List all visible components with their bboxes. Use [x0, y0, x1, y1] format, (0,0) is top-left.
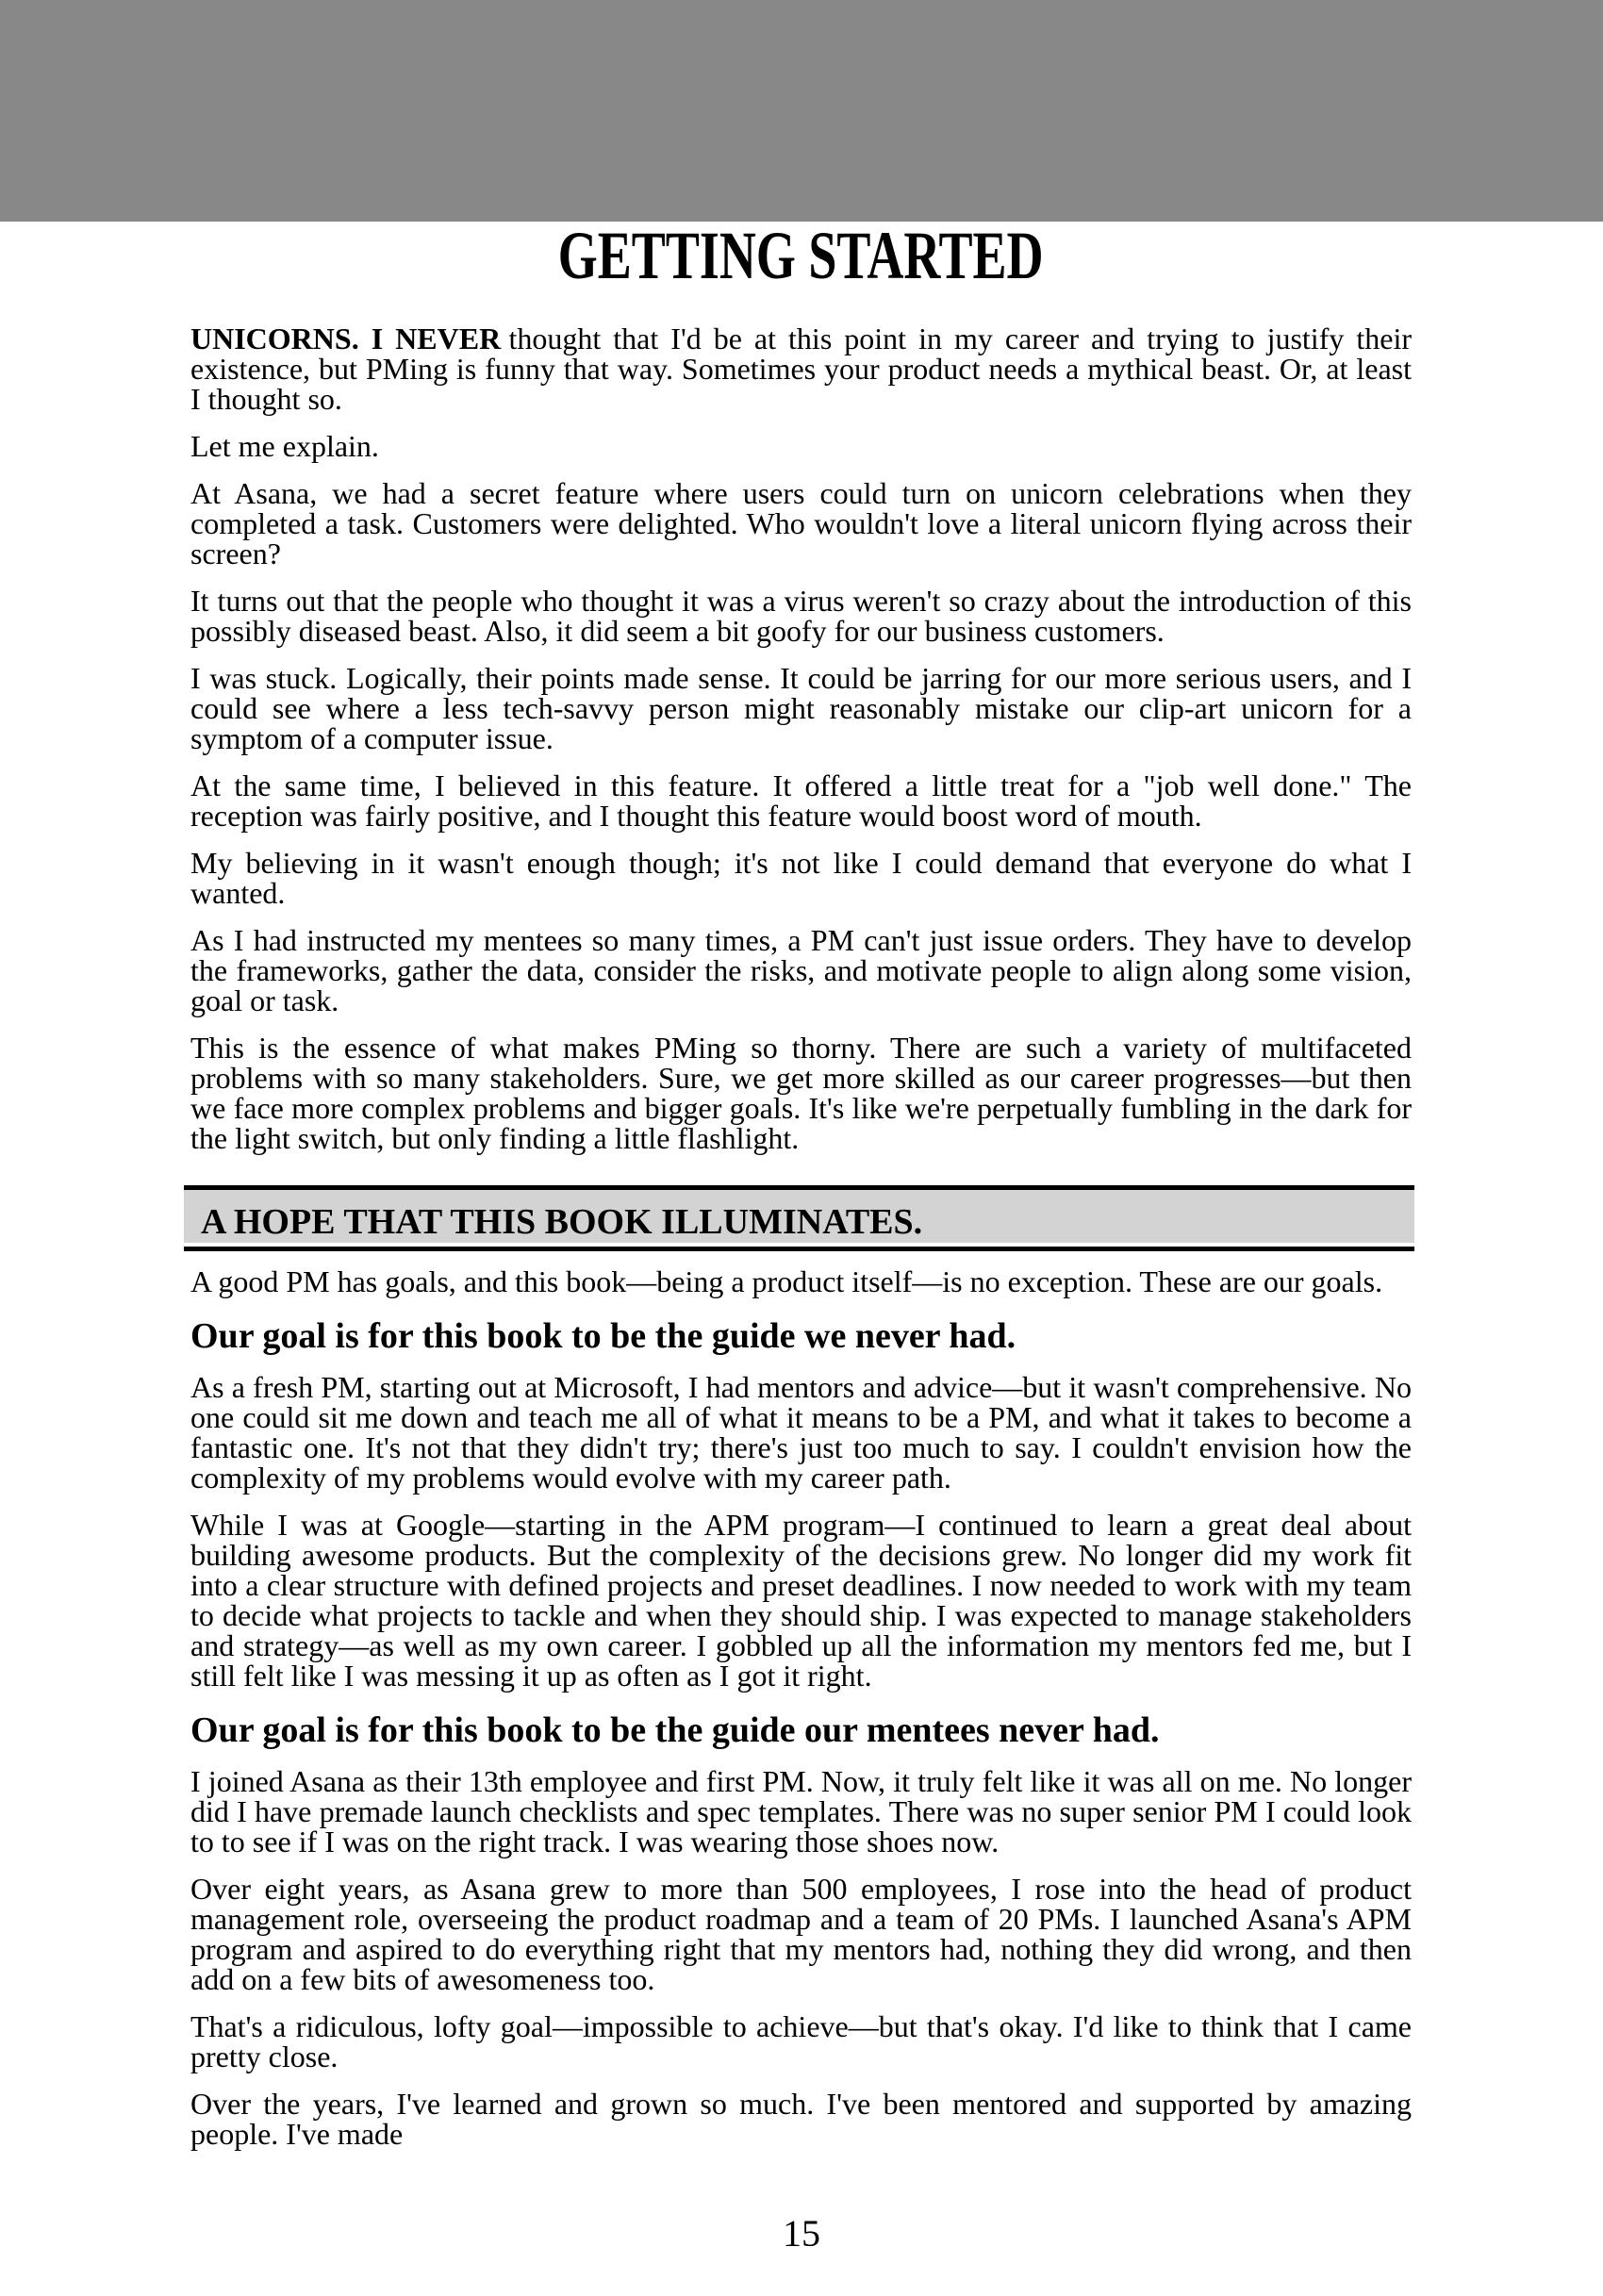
page-title-text: GETTING STARTED	[558, 218, 1044, 293]
paragraph	[190, 848, 1412, 908]
paragraph-text: Let me explain.	[190, 429, 379, 463]
paragraph	[190, 2089, 1412, 2149]
section-heading-label: A HOPE THAT THIS BOOK ILLUMINATES.	[201, 1202, 923, 1242]
paragraph-text: While I was at Google—starting in the APM program—I continued to learn a great deal about building awesome products. But the complexity of the decisions grew. No longer did my work fit into a clear structure with defined projects and preset deadlines. I now needed to work with my team to decide what projects to tackle and when they should ship. I was expected to manage stakeholders and strategy—as well as my own career. I gobbled up all the information my mentors fed me, but I still felt like I was messing it up as often as I got it right.	[190, 1508, 1412, 1693]
paragraph	[190, 1266, 1412, 1297]
page-number: 15	[783, 2212, 820, 2255]
paragraph-text: Over eight years, as Asana grew to more than 500 employees, I rose into the head of product management role, overseeing the product roadmap and a team of 20 PMs. I launched Asana's APM program and aspired to do everything right that my mentors had, nothing they did wrong, and then add on a few bits of awesomeness too.	[190, 1872, 1412, 1996]
paragraph	[190, 478, 1412, 569]
paragraph-text: At Asana, we had a secret feature where users could turn on unicorn celebrations when they completed a task. Customers were delighted. Who wouldn't love a literal unicorn flying across their screen?	[190, 476, 1412, 570]
paragraph-text: As I had instructed my mentees so many times, a PM can't just issue orders. They have to develop the frameworks, gather the data, consider the risks, and motivate people to align along some vision, goal or task.	[190, 923, 1412, 1017]
paragraph	[190, 1766, 1412, 1857]
section-heading-shading	[184, 1185, 1414, 1243]
paragraph	[190, 2011, 1412, 2072]
paragraph	[190, 1032, 1412, 1153]
paragraph	[190, 1510, 1412, 1691]
document-page	[0, 218, 1603, 2296]
paragraph-lead-in: UNICORNS. I NEVER	[190, 322, 502, 355]
paragraph	[190, 770, 1412, 831]
text-column	[190, 218, 1413, 2151]
paragraph-text: That's a ridiculous, lofty goal—impossible to achieve—but that's okay. I'd like to think that I came pretty close.	[190, 2009, 1412, 2073]
paragraph-text: I joined Asana as their 13th employee and first PM. Now, it truly felt like it was all on me. No longer did I have premade launch checklists and spec templates. There was no super senior PM I could look to to see if I was on the right track. I was wearing those shoes now.	[190, 1764, 1412, 1858]
paragraph-text: As a fresh PM, starting out at Microsoft, I had mentors and advice—but it wasn't comprehensive. No one could sit me down and teach me all of what it means to be a PM, and what it takes to become a fantastic one. It's not that they didn't try; there's just too much to say. I couldn't envision how the complexity of my problems would evolve with my career path.	[190, 1370, 1412, 1495]
page-title	[190, 218, 1412, 293]
paragraph	[190, 1372, 1412, 1493]
paragraph-text: This is the essence of what makes PMing so thorny. There are such a variety of multifaceted problems with so many stakeholders. Sure, we get more skilled as our career progresses—but then we face more complex problems and bigger goals. It's like we're perpetually fumbling in the dark for the light switch, but only finding a little flashlight.	[190, 1031, 1412, 1155]
paragraph	[190, 925, 1412, 1016]
paragraph-text: A good PM has goals, and this book—being a product itself—is no exception. These are our goals.	[190, 1264, 1383, 1298]
document-body	[190, 323, 1412, 2149]
paragraph	[190, 431, 1412, 461]
paragraph-text: My believing in it wasn't enough though; it's not like I could demand that everyone do what I wanted.	[190, 846, 1412, 910]
paragraph	[190, 663, 1412, 753]
section-heading-bar	[184, 1185, 1414, 1251]
paragraph-text: It turns out that the people who thought it was a virus weren't so crazy about the introduction of this possibly diseased beast. Also, it did seem a bit goofy for our business customers.	[190, 584, 1412, 648]
paragraph	[190, 323, 1412, 414]
paragraph-text: Over the years, I've learned and grown so much. I've been mentored and supported by amazing people. I've made	[190, 2087, 1412, 2151]
subheading: Our goal is for this book to be the guide we never had.	[190, 1316, 1016, 1356]
paragraph-text: I was stuck. Logically, their points made sense. It could be jarring for our more serious users, and I could see where a less tech-savvy person might reasonably mistake our clip-art unicorn for a symptom of a computer issue.	[190, 661, 1412, 755]
paragraph-text: thought that I'd be at this point in my career and trying to justify their existence, but PMing is funny that way. Sometimes your product needs a mythical beast. Or, at least I thought so.	[190, 322, 1413, 416]
paragraph	[190, 586, 1412, 646]
subheading: Our goal is for this book to be the guide our mentees never had.	[190, 1710, 1160, 1750]
paragraph	[190, 1874, 1412, 1994]
paragraph-text: At the same time, I believed in this feature. It offered a little treat for a "job well done." The reception was fairly positive, and I thought this feature would boost word of mouth.	[190, 768, 1412, 833]
page-footer	[0, 2214, 1603, 2254]
